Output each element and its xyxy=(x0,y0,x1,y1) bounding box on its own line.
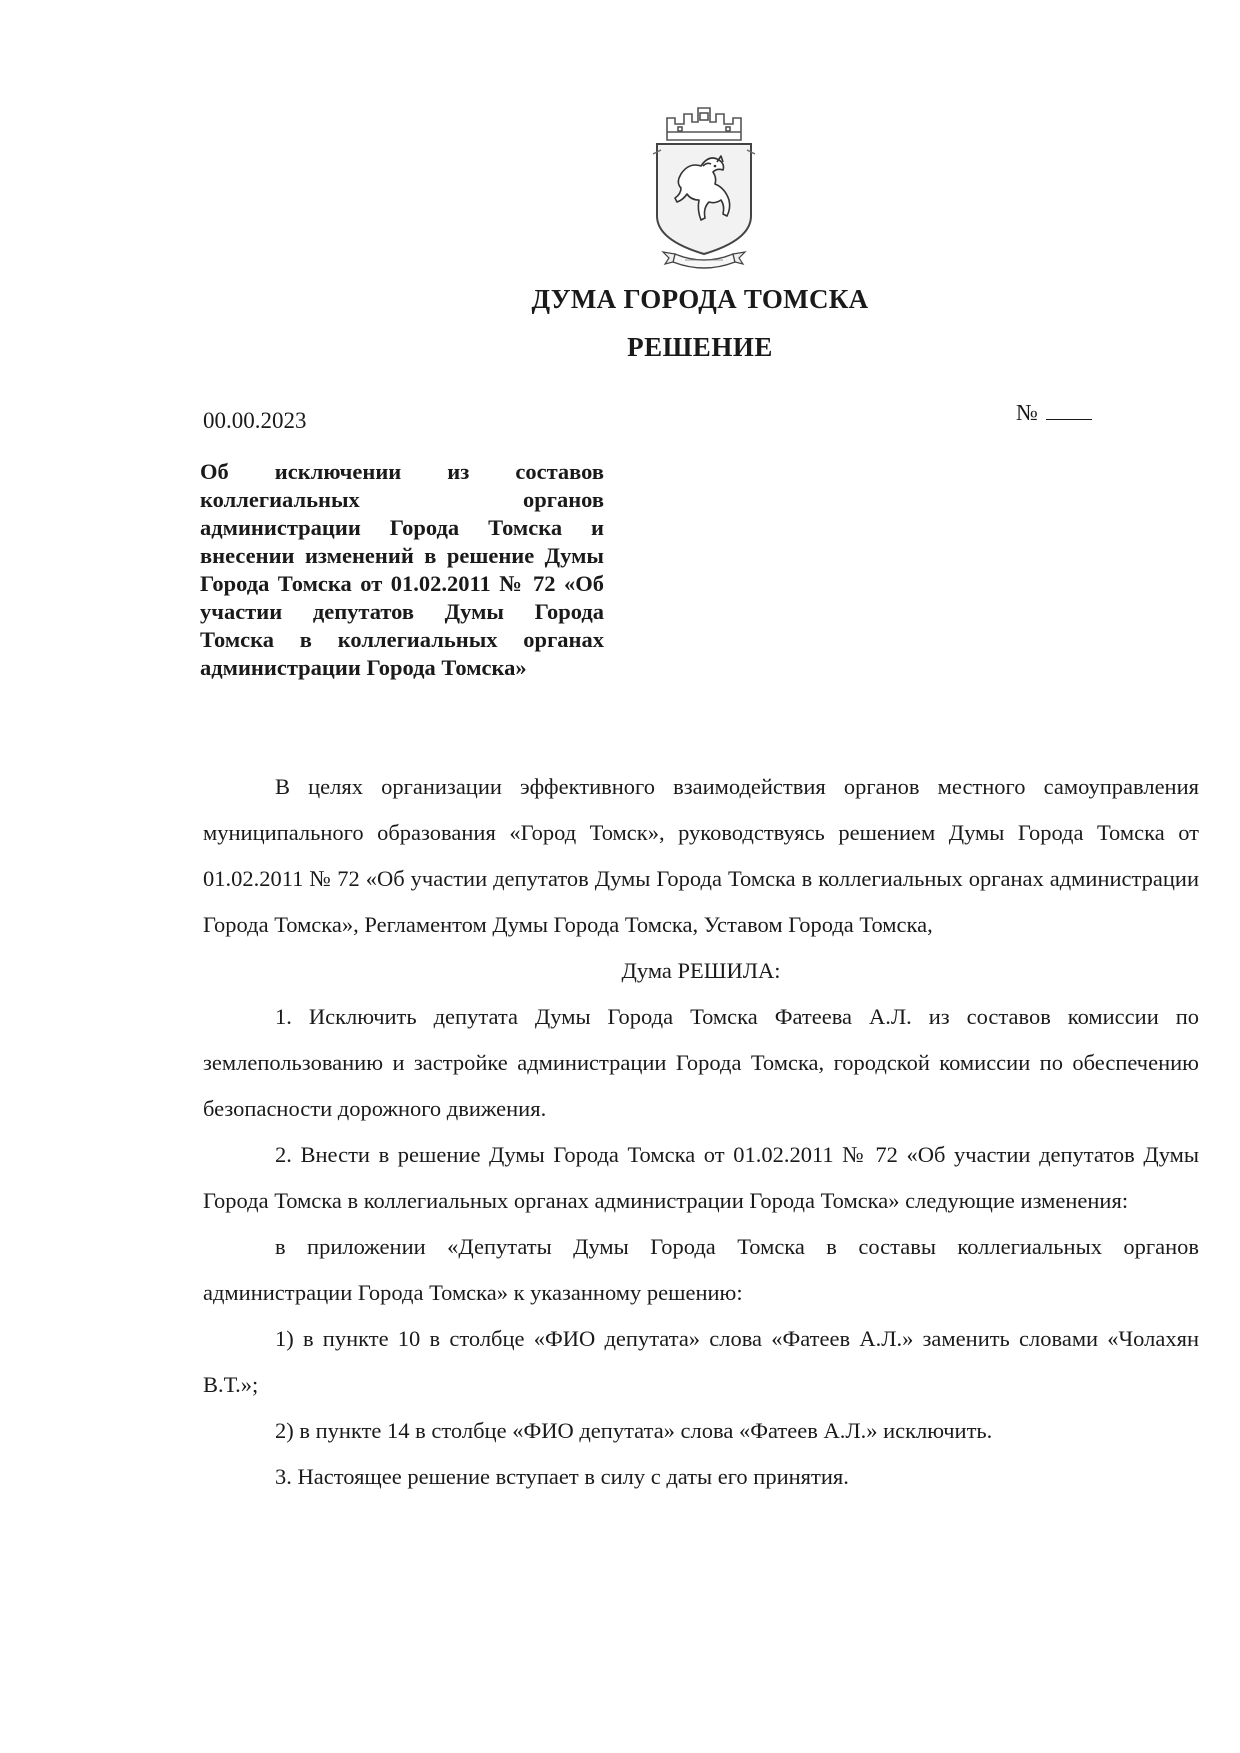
document-subject: Об исключении из составов коллегиальных органов администрации Города Томска и внесении изменений в решение Думы Города Томска от 01.02.2011 № 72 «Об участии депутатов Думы Города Томска в коллегиальных органах администрации Города Томска» xyxy=(200,459,604,680)
item-2-intro-paragraph: в приложении «Депутаты Думы Города Томска в составы коллегиальных органов администрации Города Томска» к указанному решению: xyxy=(203,1234,1199,1305)
item-2-subitem-1: 1) в пункте 10 в столбце «ФИО депутата» слова «Фатеев А.Л.» заменить словами «Чолахян В.Т.»; xyxy=(203,1326,1199,1397)
number-blank-line xyxy=(1046,401,1092,420)
organization-title: ДУМА ГОРОДА ТОМСКА xyxy=(531,284,869,314)
number-label: № xyxy=(1016,400,1038,425)
preamble-paragraph: В целях организации эффективного взаимодействия органов местного самоуправления муниципального образования «Город Томск», руководствуясь решением Думы Города Томска от 01.02.2011 № 72 «Об участии депутатов Думы Города Томска в коллегиальных органах администрации Города Томска», Регламентом Думы Города Томска, Уставом Города Томска, xyxy=(203,774,1199,937)
tomsk-coat-of-arms-icon xyxy=(651,104,757,274)
item-3-paragraph: 3. Настоящее решение вступает в силу с даты его принятия. xyxy=(275,1464,849,1489)
document-body xyxy=(203,764,1199,1500)
item-2-paragraph: 2. Внести в решение Думы Города Томска от 01.02.2011 № 72 «Об участии депутатов Думы Города Томска в коллегиальных органах администрации Города Томска» следующие изменения: xyxy=(203,1142,1199,1213)
decision-heading: Дума РЕШИЛА: xyxy=(621,958,781,983)
document-number xyxy=(1016,400,1092,426)
item-2-subitem-2: 2) в пункте 14 в столбце «ФИО депутата» слова «Фатеев А.Л.» исключить. xyxy=(275,1418,993,1443)
item-1-paragraph: 1. Исключить депутата Думы Города Томска Фатеева А.Л. из составов комиссии по землепользованию и застройке администрации Города Томска, городской комиссии по обеспечению безопасности дорожного движения. xyxy=(203,1004,1199,1121)
document-date: 00.00.2023 xyxy=(203,408,307,433)
document-type-heading: РЕШЕНИЕ xyxy=(627,332,773,362)
